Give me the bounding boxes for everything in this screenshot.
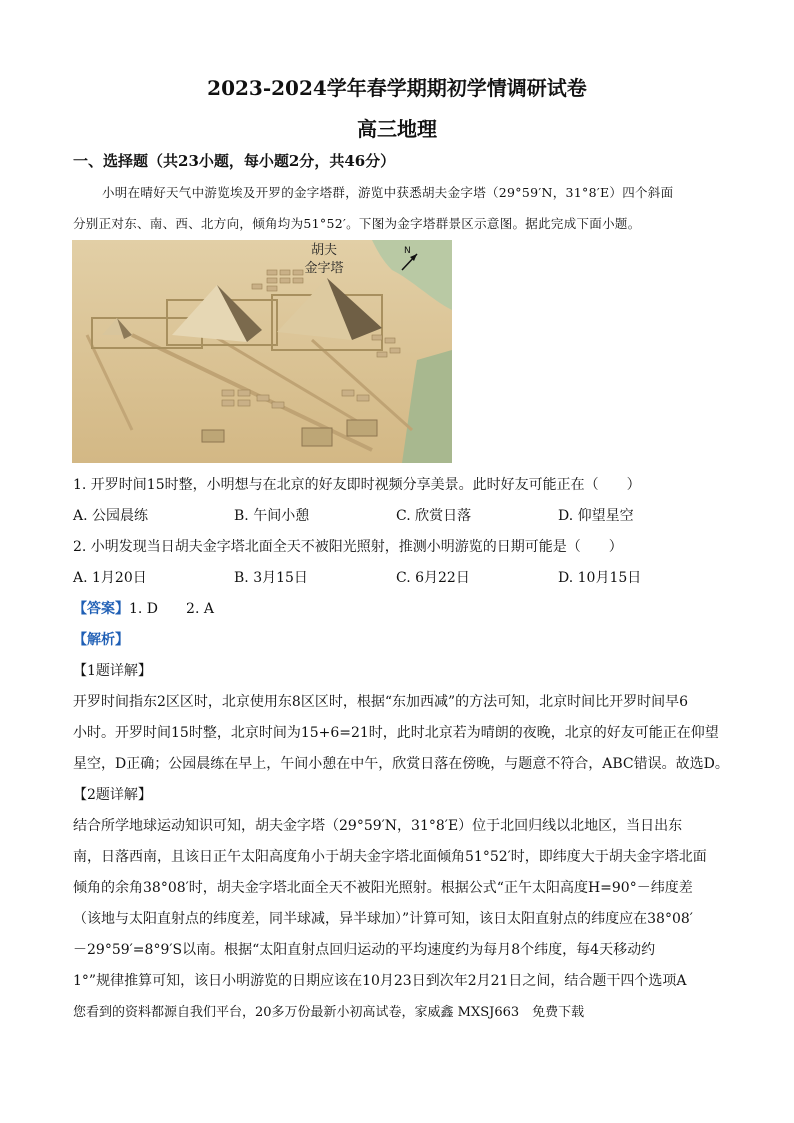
analysis-label: 【解析】 xyxy=(73,632,129,648)
q1-option-a: A. 公园晨练 xyxy=(73,508,149,524)
q2-option-b: B. 3月15日 xyxy=(234,570,308,586)
answer-row xyxy=(73,598,214,618)
intro-line-2: 分别正对东、南、西、北方向，倾角均为51°52′。下图为金字塔群景区示意图。据此完成下面小题。 xyxy=(73,216,641,231)
answer-label: 【答案】 xyxy=(73,601,129,617)
question-2-stem: 2. 小明发现当日胡夫金字塔北面全天不被阳光照射，推测小明游览的日期可能是（ ） xyxy=(73,539,623,555)
detail-2-line-4: （该地与太阳直射点的纬度差，同半球减，异半球加）”计算可知，该日太阳直射点的纬度应在38°08′ xyxy=(73,911,693,927)
q2-option-c: C. 6月22日 xyxy=(396,570,470,586)
q1-option-d: D. 仰望星空 xyxy=(558,508,634,524)
pyramid-illustration xyxy=(72,240,452,463)
detail-2-line-5: －29°59′=8°9′S以南。根据“太阳直射点回归运动的平均速度约为每月8个纬度，每4天移动约 xyxy=(73,942,656,958)
q1-option-b: B. 午间小憩 xyxy=(234,508,310,524)
detail-2-line-1: 结合所学地球运动知识可知，胡夫金字塔（29°59′N，31°8′E）位于北回归线以北地区，当日出东 xyxy=(73,818,683,834)
north-label: N xyxy=(404,246,411,256)
q2-option-d: D. 10月15日 xyxy=(558,570,642,586)
detail-2-line-3: 倾角的余角38°08′时，胡夫金字塔北面全天不被阳光照射。根据公式“正午太阳高度H=90°－纬度差 xyxy=(73,880,693,896)
exam-title: 2023-2024学年春学期期初学情调研试卷 xyxy=(207,76,587,100)
answer-text: 1. D 2. A xyxy=(129,601,214,617)
detail-2-line-2: 南，日落西南，且该日正午太阳高度角小于胡夫金字塔北面倾角51°52′时，即纬度大于胡夫金字塔北面 xyxy=(73,849,707,865)
analysis-row xyxy=(73,629,129,649)
detail-1-heading: 【1题详解】 xyxy=(73,663,152,679)
intro-line-1: 小明在晴好天气中游览埃及开罗的金字塔群，游览中获悉胡夫金字塔（29°59′N，31°8′E）四个斜面 xyxy=(102,185,674,200)
q1-option-c: C. 欣赏日落 xyxy=(396,508,472,524)
figure-label-1: 胡夫 xyxy=(310,243,338,258)
pyramid-area-figure xyxy=(72,240,452,463)
detail-1-line-3: 星空，D正确；公园晨练在早上，午间小憩在中午，欣赏日落在傍晚，与题意不符合，ABC错误。故选D。 xyxy=(73,756,729,772)
section-heading: 一、选择题（共23小题，每小题2分，共46分） xyxy=(73,152,396,170)
detail-1-line-2: 小时。开罗时间15时整，北京时间为15+6=21时，此时北京若为晴朗的夜晚，北京的好友可能正在仰望 xyxy=(73,725,719,741)
footer-note: 您看到的资料都源自我们平台，20多万份最新小初高试卷，家威鑫 MXSJ663 免费下载 xyxy=(73,1005,585,1020)
figure-label-2: 金字塔 xyxy=(304,261,344,276)
exam-subtitle: 高三地理 xyxy=(357,117,437,141)
q2-option-a: A. 1月20日 xyxy=(73,570,147,586)
detail-2-heading: 【2题详解】 xyxy=(73,787,152,803)
detail-1-line-1: 开罗时间指东2区区时，北京使用东8区区时，根据“东加西减”的方法可知，北京时间比开罗时间早6 xyxy=(73,694,689,710)
detail-2-line-6: 1°”规律推算可知，该日小明游览的日期应该在10月23日到次年2月21日之间，结合题干四个选项A xyxy=(73,973,687,989)
question-1-stem: 1. 开罗时间15时整，小明想与在北京的好友即时视频分享美景。此时好友可能正在（ ） xyxy=(73,477,641,493)
